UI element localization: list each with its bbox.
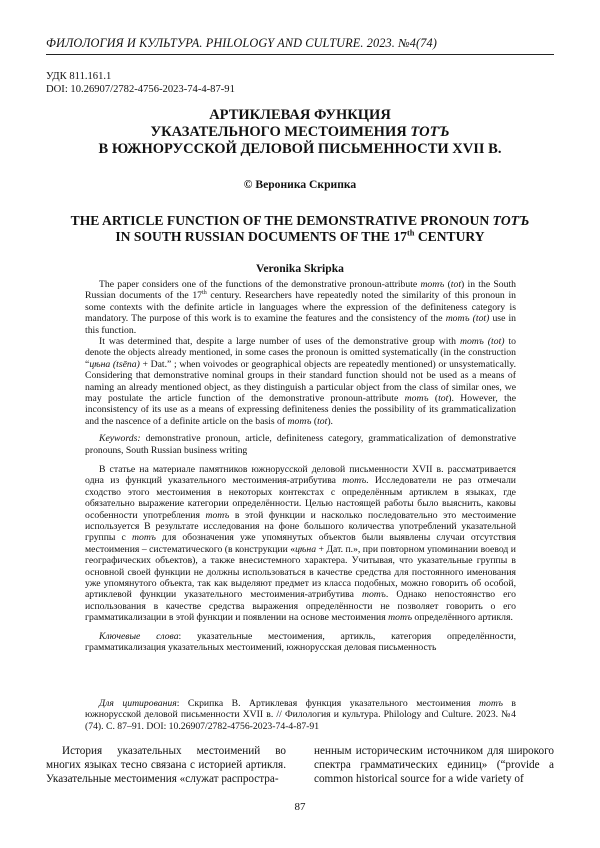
citation-block <box>85 698 516 732</box>
article-meta <box>46 71 235 96</box>
title-ru-line2: УКАЗАТЕЛЬНОГО МЕСТОИМЕНИЯ ТОТЪ <box>150 124 450 140</box>
udk-code: УДК 811.161.1 <box>46 71 112 82</box>
running-header: ФИЛОЛОГИЯ И КУЛЬТУРА. PHILOLOGY AND CULTURE. 2023. №4(74) <box>46 36 437 50</box>
body-paragraph: История указательных местоимений во многих языках тесно связана с историей артикля. Указательные местоимения «служат распростра- <box>46 745 286 786</box>
body-paragraph: ненным историческим источником для широкого спектра грамматических единиц» (“provide a common historical source for a wide variety of <box>314 745 554 786</box>
abstract-english <box>85 279 516 456</box>
page-number: 87 <box>294 801 306 813</box>
title-en-line1: THE ARTICLE FUNCTION OF THE DEMONSTRATIVE PRONOUN ТОТЪ <box>70 213 530 228</box>
citation-text: Для цитирования: Скрипка В. Артиклевая функция указательного местоимения тотъ в южнорусской деловой письменности XVII в. // Филология и культура. Philology and Culture. 2023. №4 (74). С. 87–91. DOI: 10.26907/2782-4756-2023-74-4-87-91 <box>85 698 516 732</box>
body-column-right <box>314 744 554 787</box>
title-russian <box>46 107 554 158</box>
abstract-russian <box>85 464 516 654</box>
keywords-english: Keywords: demonstrative pronoun, article, definiteness category, grammaticalization of demonstrative pronouns, South Russian business writing <box>85 433 516 456</box>
pronoun-word: ТОТЪ <box>492 213 530 228</box>
doi: DOI: 10.26907/2782-4756-2023-74-4-87-91 <box>46 83 235 95</box>
pronoun-word: ТОТЪ <box>410 124 450 140</box>
title-ru-line3: В ЮЖНОРУССКОЙ ДЕЛОВОЙ ПИСЬМЕННОСТИ XVII В. <box>98 141 502 157</box>
body-column-left <box>46 744 286 787</box>
abstract-en-paragraph-2: It was determined that, despite a large number of uses of the demonstrative group with тотъ (tot) to denote the objects already mentioned, in some cases the pronoun is omitted systematically (in the construction “цѣна (tsēna) + Dat.” ; when voivodes or geographical objects are repeatedly mentioned) or unsystematically. Considering that demonstrative nominal groups in their standard function should not be used as a means of naming an already mentioned object, as they distinguish a particular object from the class of similar ones, we may postulate the article function of the demonstrative pronoun-attribute тотъ (tot). However, the inconsistency of its use as a means of expressing definiteness denies the possibility of its grammaticalization and the nascence of a definite article on the basis of тотъ (tot). <box>85 336 516 427</box>
title-english <box>46 213 554 245</box>
author-russian: © Вероника Скрипка <box>243 178 357 191</box>
abstract-en-paragraph-1: The paper considers one of the functions of the demonstrative pronoun-attribute тотъ (tot) in the South Russian documents of the 17th century. Researchers have repeatedly noted the similarity of this pronoun in some contexts with the definite article in languages where the expression of the definiteness category is mandatory. The purpose of this work is to examine the features and the consistency of the тотъ (tot) use in this function. <box>85 279 517 336</box>
abstract-ru-paragraph: В статье на материале памятников южнорусской деловой письменности XVII в. рассматривается одна из функций указательного местоимения-атрибутива тотъ. Исследователи не раз отмечали сходство этого местоимения в некоторых контекстах с определённым артиклем в языках, где обязательно выражение категории определённости. Целью настоящей работы было выяснить, каковы особенности употребления тотъ в этой функции и насколько последовательно это местоимение используется В результате исследования на фоне большого количества употреблений указательной группы с тотъ для обозначения уже упомянутых объектов были выявлены случаи отсутствия местоимения – систематического (в конструкции «цѣна + Дат. п.», при повторном упоминании воевод и географических объектов), а также внесистемного характера. Учитывая, что указательные группы в основной своей функции не должны использоваться в качестве средства для постоянного именования уже упомянутого объекта, так как выделяют предмет из класса подобных, можно говорить об особой, артиклевой функции указательного местоимения-атрибутива тотъ. Однако непостоянство его использования в качестве средства выражения определённости не позволяет говорить о его грамматикализации в этой функции и появлении на основе местоимения тотъ определённого артикля. <box>85 464 517 624</box>
title-en-line2: IN SOUTH RUSSIAN DOCUMENTS OF THE 17th CENTURY <box>115 227 485 244</box>
header-rule <box>46 54 554 55</box>
author-english: Veronika Skripka <box>256 262 344 275</box>
body-text <box>46 744 554 787</box>
keywords-russian: Ключевые слова: указательные местоимения, артикль, категория определённости, грамматикализация указательных местоимений, южнорусская деловая письменность <box>85 630 516 654</box>
title-ru-line1: АРТИКЛЕВАЯ ФУНКЦИЯ <box>209 107 391 123</box>
